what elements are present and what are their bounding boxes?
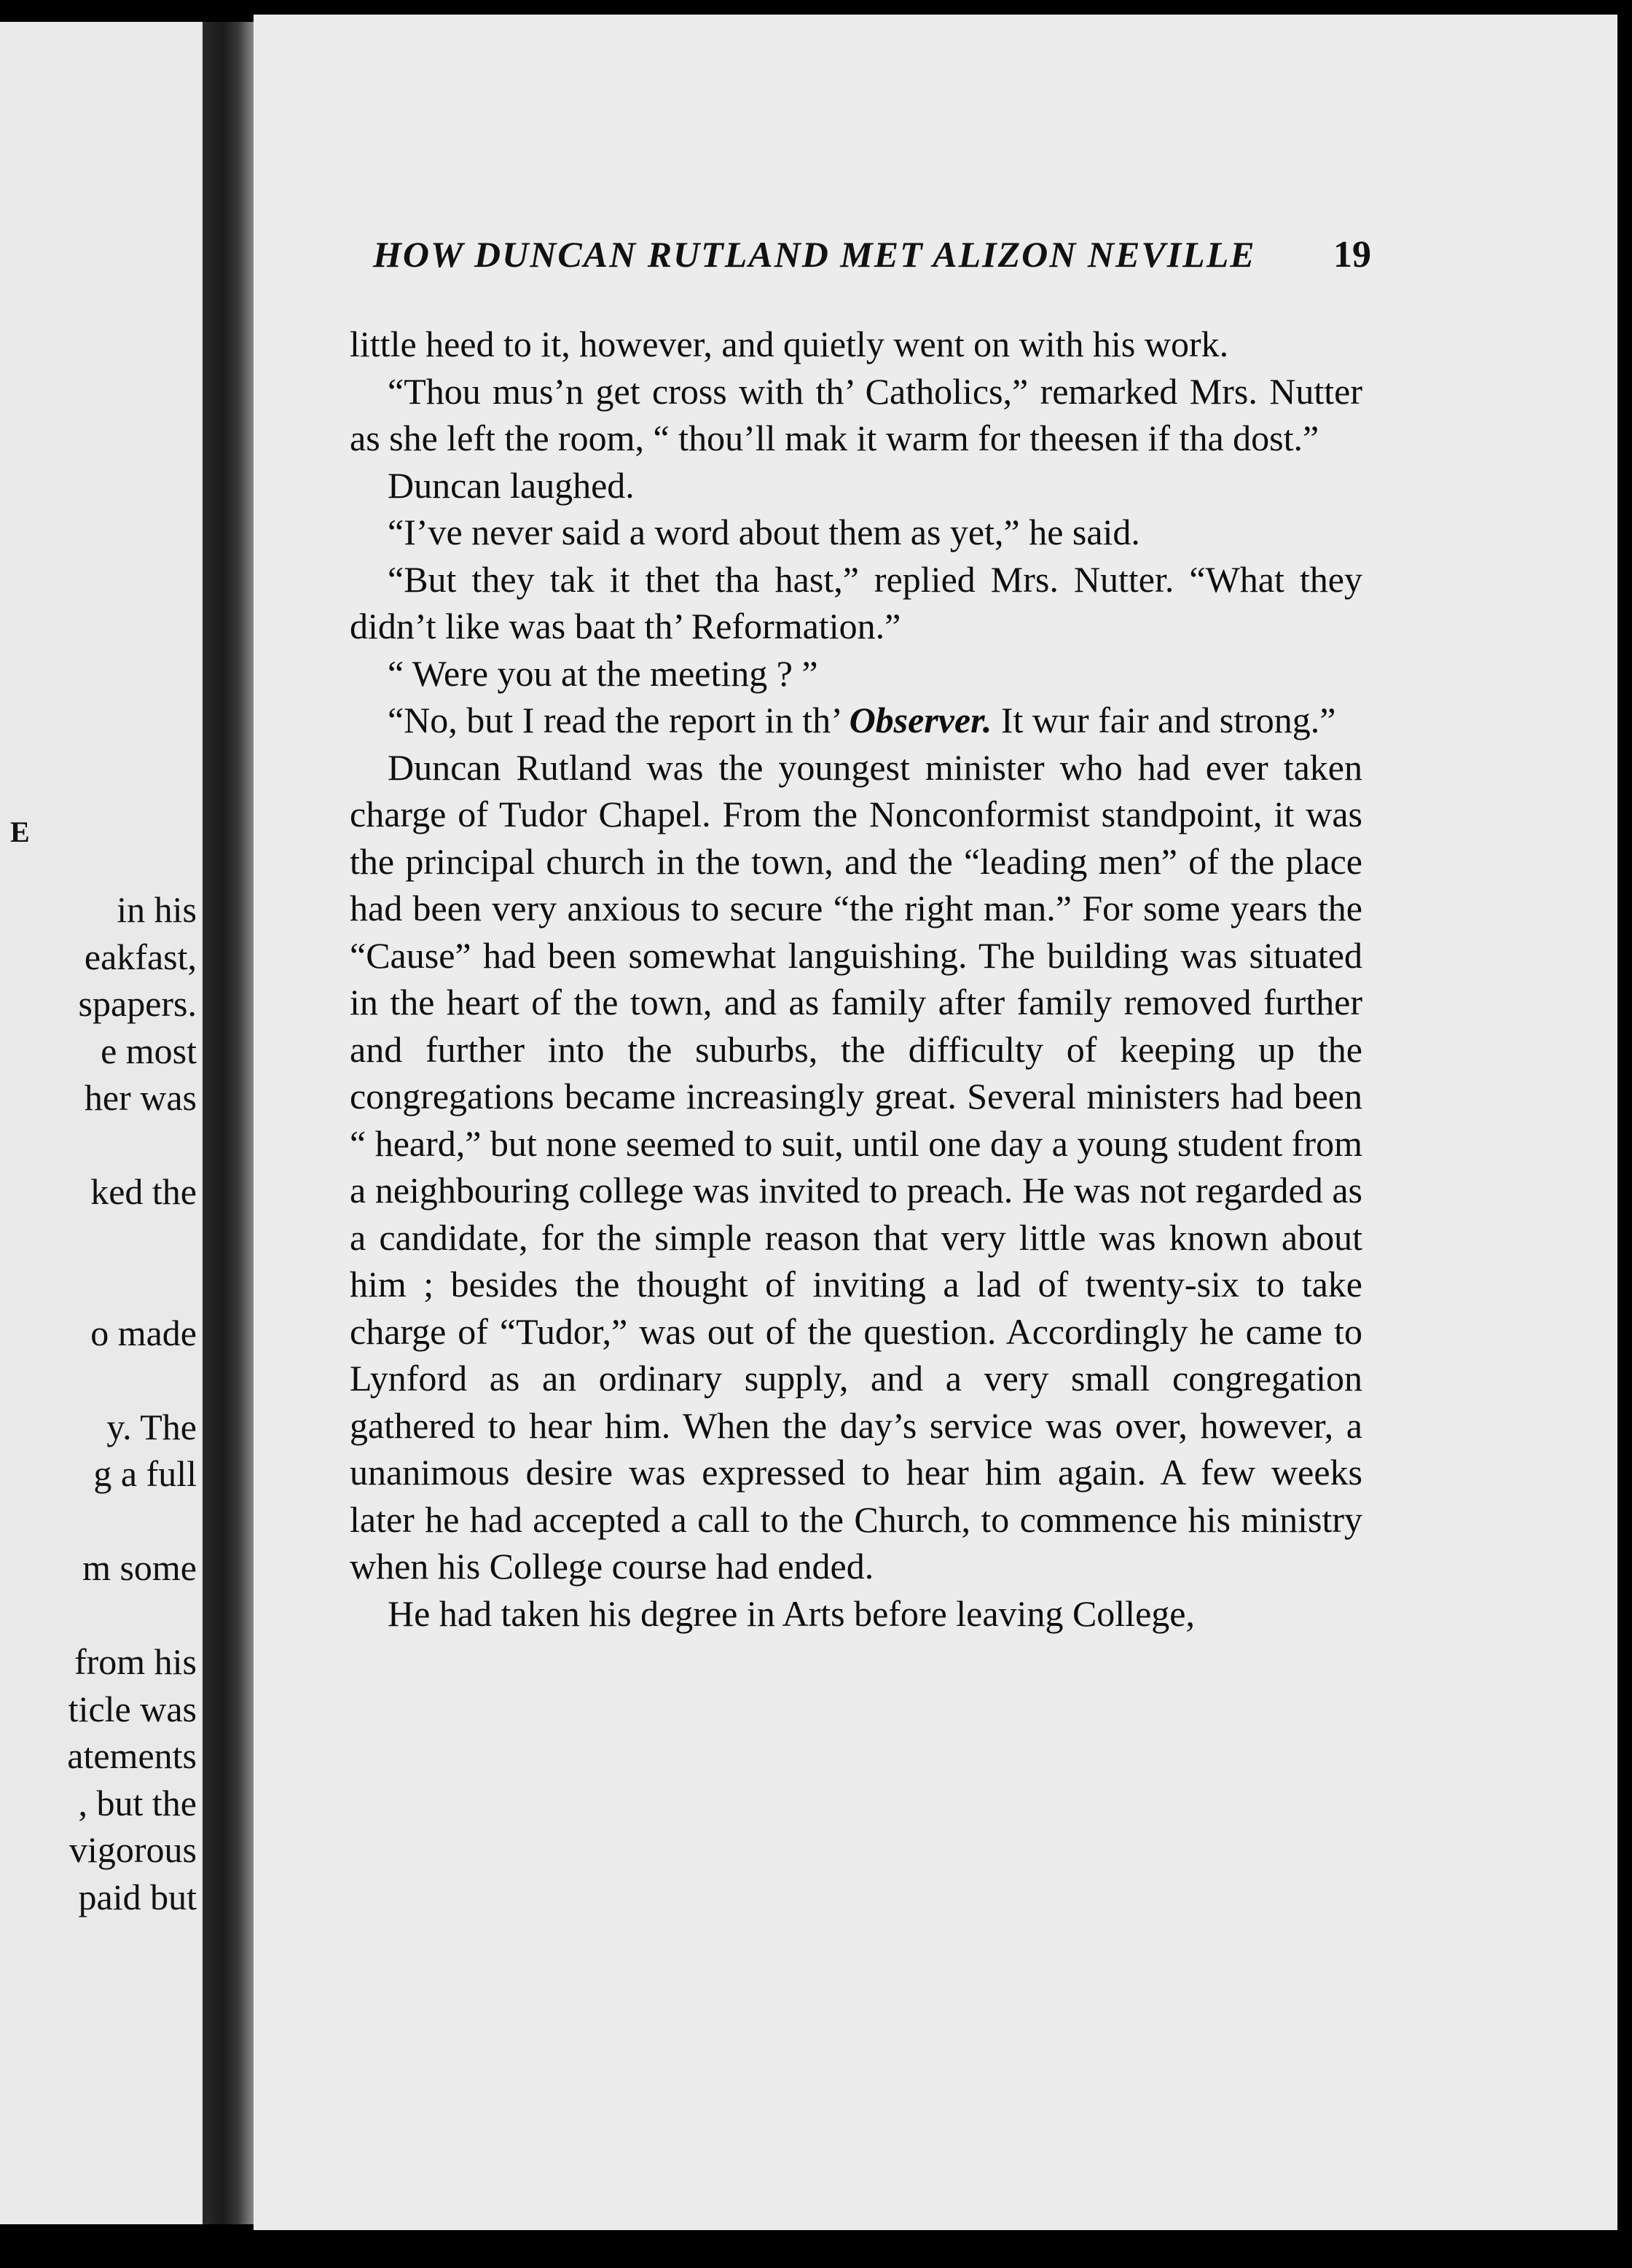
left-page-line: ticle was: [68, 1688, 197, 1729]
paragraph: “I’ve never said a word about them as yet,” he said.: [388, 512, 1140, 552]
paragraph: little heed to it, however, and quietly went on with his work.: [350, 324, 1229, 364]
left-page-line: g a full: [93, 1453, 197, 1494]
left-page-line: o made: [90, 1312, 197, 1353]
left-page-line: vigorous: [69, 1829, 197, 1870]
left-page-line: from his: [74, 1641, 197, 1682]
left-page-line: her was: [84, 1077, 197, 1118]
left-page-line: m some: [82, 1547, 197, 1588]
left-page-line: y. The: [106, 1406, 197, 1447]
previous-page-fragment: [0, 22, 203, 2224]
paragraph: “ Were you at the meeting ? ”: [388, 652, 818, 694]
left-page-line: e most: [101, 1030, 197, 1071]
page-body: [350, 321, 1362, 1637]
left-page-line: , but the: [78, 1782, 197, 1823]
paragraph: He had taken his degree in Arts before leaving College,: [388, 1592, 1195, 1634]
left-page-line: paid but: [78, 1876, 197, 1917]
page-number: 19: [1333, 234, 1371, 275]
paragraph: Duncan Rutland was the youngest minister who had ever taken charge of Tudor Chapel. From the Nonconformist standpoint, it was the principal church in the town, and the “leading men” of the place had been very anxious to secure “the right man.” For some years the “Cause” had been somewhat languishing. The building was situated in the heart of the town, and as family after family removed further and further into the suburbs, the difficulty of keeping up the congregations became increasingly great. Several ministers had been “ heard,” but none seemed to suit, until one day a young student from a neighbouring college was invited to preach. He was not regarded as a candidate, for the simple reason that very little was known about him ; besides the thought of inviting a lad of twenty-six to take charge of “Tudor,” was out of the question. Accordingly he came to Lynford as an ordinary supply, and a very small congregation gathered to hear him. When the day’s service was over, however, a unanimous desire was expressed to hear him again. A few weeks later he had accepted a call to the Church, to commence his ministry when his College course had ended.: [350, 746, 1362, 1587]
paragraph: Duncan laughed.: [388, 464, 635, 506]
left-page-line: eakfast,: [84, 936, 197, 977]
italic-title: Observer.: [849, 700, 992, 740]
left-page-line: spapers.: [78, 983, 197, 1024]
paragraph-text: “No, but I read the report in th’: [388, 700, 850, 740]
paragraph: [350, 697, 1362, 744]
left-page-heading-fragment: E: [10, 816, 30, 848]
paragraph: “But they tak it thet tha hast,” replied Mrs. Nutter. “What they didn’t like was baat th’ Reformation.”: [350, 558, 1362, 646]
paragraph-text: It wur fair and strong.”: [992, 700, 1336, 740]
book-page: [254, 15, 1617, 2230]
left-page-line: atements: [67, 1735, 197, 1776]
running-head: HOW DUNCAN RUTLAND MET ALIZON NEVILLE: [373, 234, 1256, 275]
left-page-line: in his: [117, 889, 197, 930]
book-gutter: [203, 22, 254, 2224]
paragraph: “Thou mus’n get cross with th’ Catholics,” remarked Mrs. Nutter as she left the room, “ thou’ll mak it warm for theesen if tha dost.”: [350, 370, 1362, 458]
left-page-line: ked the: [90, 1171, 197, 1212]
